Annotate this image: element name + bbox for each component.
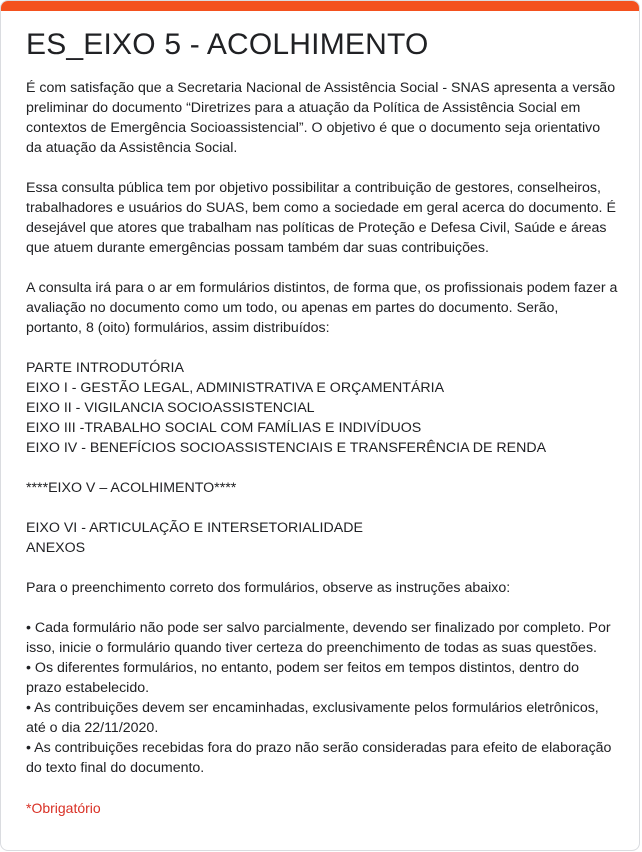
instructions-list bbox=[26, 618, 618, 778]
intro-paragraph: É com satisfação que a Secretaria Nacional de Assistência Social - SNAS apresenta a versão preliminar do documento “Diretrizes para a atuação da Política de Assistência Social em contextos de Emergência Socioassistencial”. O objetivo é que o documento seja orientativo da atuação da Assistência Social. bbox=[26, 80, 616, 156]
part-item: EIXO I - GESTÃO LEGAL, ADMINISTRATIVA E ORÇAMENTÁRIA bbox=[26, 380, 445, 396]
instruction-item: • Cada formulário não pode ser salvo parcialmente, devendo ser finalizado por completo. Por isso, inicie o formulário quando tiver certeza do preenchimento de todas as suas questões. bbox=[26, 620, 611, 656]
parts-after-list bbox=[26, 518, 618, 558]
form-title: ES_EIXO 5 - ACOLHIMENTO bbox=[26, 28, 429, 61]
forms-info-paragraph: A consulta irá para o ar em formulários distintos, de forma que, os profissionais podem fazer a avaliação no documento como um todo, ou apenas em partes do documento. Serão, portanto, 8 (oito) formulários, assim distribuídos: bbox=[26, 280, 618, 336]
part-item: EIXO IV - BENEFÍCIOS SOCIOASSISTENCIAIS E TRANSFERÊNCIA DE RENDA bbox=[26, 440, 547, 456]
instructions-intro: Para o preenchimento correto dos formulários, observe as instruções abaixo: bbox=[26, 580, 511, 596]
current-part: ****EIXO V – ACOLHIMENTO**** bbox=[26, 480, 237, 496]
accent-bar bbox=[1, 1, 639, 11]
consultation-paragraph: Essa consulta pública tem por objetivo possibilitar a contribuição de gestores, conselheiros, trabalhadores e usuários do SUAS, bem como a sociedade em geral acerca do documento. É desejável que atores que trabalham nas políticas de Proteção e Defesa Civil, Saúde e áreas que atuem durante emergências possam também dar suas contribuições. bbox=[26, 180, 616, 256]
required-note: *Obrigatório bbox=[26, 800, 101, 816]
form-description bbox=[26, 78, 618, 778]
form-header-content bbox=[26, 26, 618, 818]
part-item: ANEXOS bbox=[26, 540, 86, 556]
instruction-item: • As contribuições devem ser encaminhadas, exclusivamente pelos formulários eletrônicos, até o dia 22/11/2020. bbox=[26, 700, 599, 736]
part-item: PARTE INTRODUTÓRIA bbox=[26, 360, 184, 376]
part-item: EIXO III -TRABALHO SOCIAL COM FAMÍLIAS E INDIVÍDUOS bbox=[26, 420, 422, 436]
part-item: EIXO II - VIGILANCIA SOCIOASSISTENCIAL bbox=[26, 400, 315, 416]
instruction-item: • As contribuições recebidas fora do prazo não serão consideradas para efeito de elaboração do texto final do documento. bbox=[26, 740, 612, 776]
part-item: EIXO VI - ARTICULAÇÃO E INTERSETORIALIDADE bbox=[26, 520, 363, 536]
instruction-item: • Os diferentes formulários, no entanto, podem ser feitos em tempos distintos, dentro do prazo estabelecido. bbox=[26, 660, 580, 696]
parts-list bbox=[26, 358, 618, 458]
